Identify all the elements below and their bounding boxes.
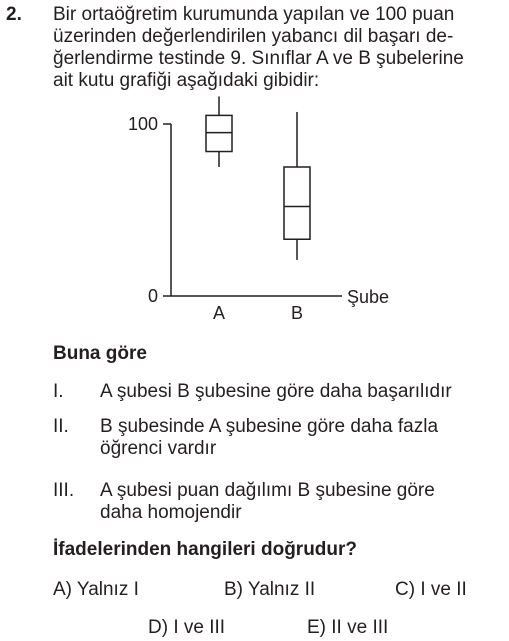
statement-numeral: I. — [53, 381, 64, 402]
stem-line: ğerlendirme testinde 9. Sınıflar A ve B şubelerine — [53, 48, 464, 69]
stem-line: ait kutu grafiği aşağıdaki gibidir: — [53, 70, 320, 91]
stem-line: üzerinden değerlendirilen yabancı dil başarı de- — [53, 26, 454, 47]
chart-labels — [213, 287, 389, 323]
statement-numeral: III. — [53, 480, 75, 501]
option-e[interactable]: E) II ve III — [307, 617, 389, 638]
question-lead: Buna göre — [53, 343, 147, 364]
box-b — [284, 112, 310, 260]
chart-axes — [171, 124, 342, 296]
option-c[interactable]: C) I ve II — [395, 579, 467, 600]
statement-numeral: II. — [53, 416, 69, 437]
chart-ticks — [128, 114, 171, 306]
statement-text: öğrenci vardır — [100, 438, 217, 459]
statement-text: B şubesinde A şubesine göre daha fazla — [100, 416, 439, 437]
y-tick-label: 0 — [147, 286, 158, 306]
option-d[interactable]: D) I ve III — [148, 617, 226, 638]
chart-boxes — [206, 96, 310, 259]
question-number: 2. — [6, 4, 22, 25]
box-a — [206, 96, 232, 167]
option-b[interactable]: B) Yalnız II — [224, 579, 316, 600]
question-prompt: İfadelerinden hangileri doğrudur? — [53, 539, 358, 560]
statement-text: A şubesi B şubesine göre daha başarılıdır — [100, 381, 452, 402]
y-tick-label: 100 — [127, 114, 158, 134]
x-axis-label: Şube — [347, 287, 390, 307]
interquartile-box — [206, 115, 232, 151]
stem-line: Bir ortaöğretim kurumunda yapılan ve 100 puan — [53, 4, 455, 25]
x-tick-label: A — [212, 303, 226, 323]
statement-text: A şubesi puan dağılımı B şubesine göre — [100, 480, 435, 501]
option-a[interactable]: A) Yalnız I — [53, 579, 139, 600]
x-tick-label: B — [290, 303, 304, 323]
interquartile-box — [284, 167, 310, 239]
statement-text: daha homojendir — [100, 502, 242, 523]
